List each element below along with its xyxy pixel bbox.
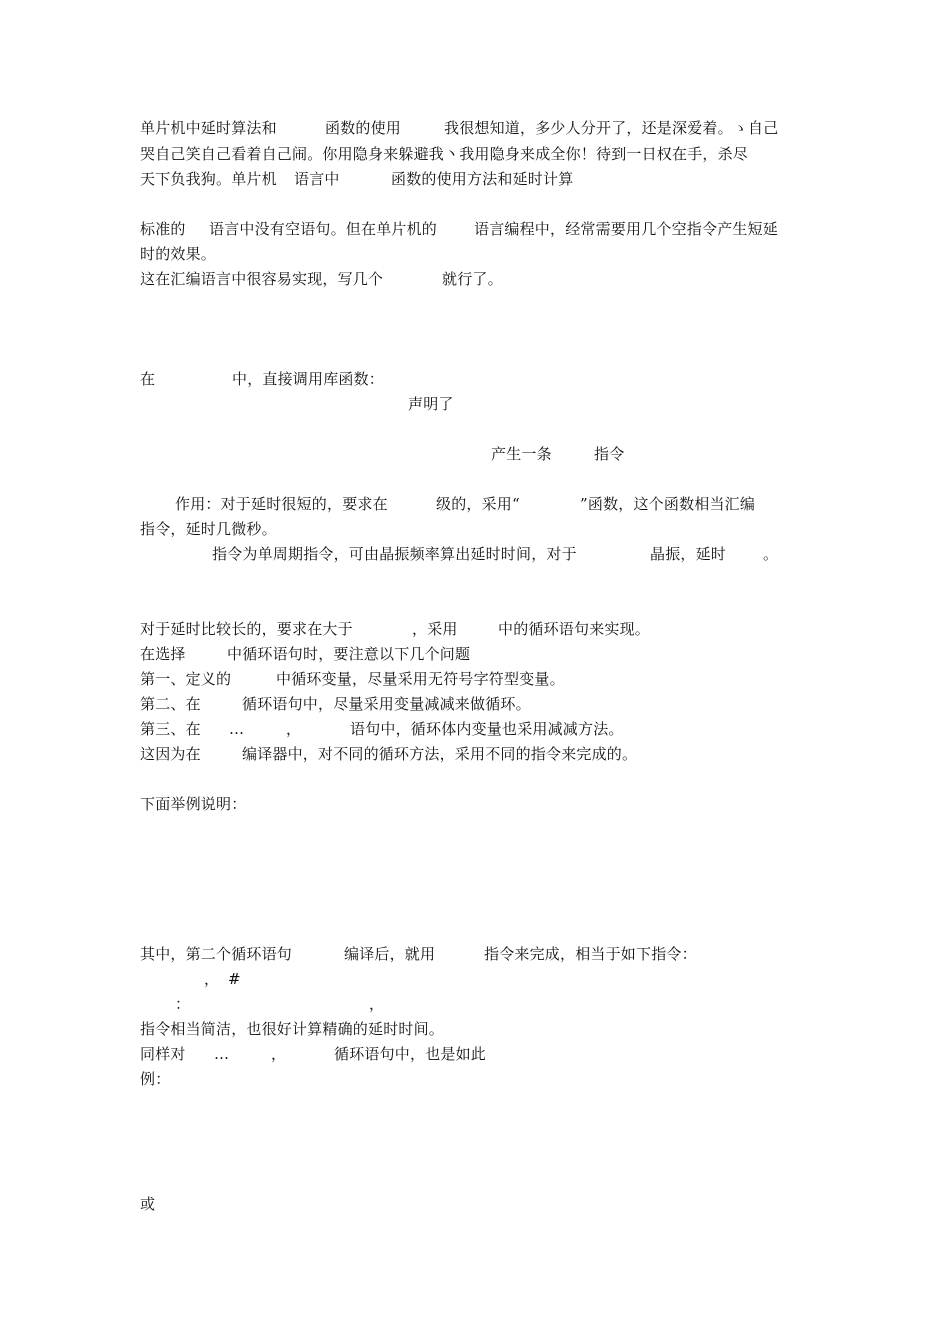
- list-item: 第三、在: [140, 720, 201, 738]
- paragraph-text: 指令来完成，相当于如下指令：: [484, 945, 697, 963]
- paragraph-text: ，采用: [412, 620, 458, 638]
- intro-text: 我很想知道，多少人分开了，还是深爱着。ゝ自己: [444, 119, 779, 137]
- paragraph-text: 编译后，就用: [344, 945, 436, 963]
- title-text: 函数的使用: [325, 119, 402, 137]
- paragraph-text: 这在汇编语言中很容易实现，写几个: [140, 270, 384, 288]
- list-item: ，: [286, 720, 302, 738]
- code-text: ：: [175, 995, 191, 1013]
- paragraph-text: 在: [140, 370, 156, 388]
- code-text: ，: [369, 995, 385, 1013]
- paragraph-text: 晶振，延时: [650, 545, 727, 563]
- paragraph-text: 这因为在: [140, 745, 201, 763]
- paragraph-text: 标准的: [140, 220, 186, 238]
- paragraph-text: ，: [271, 1045, 287, 1063]
- paragraph-text: 指令为单周期指令，可由晶振频率算出延时时间，对于: [212, 545, 577, 563]
- paragraph-text: 语言中没有空语句。但在单片机的: [209, 220, 438, 238]
- paragraph-text: 同样对: [140, 1045, 186, 1063]
- paragraph-text: 语言编程中，经常需要用几个空指令产生短延: [474, 220, 779, 238]
- paragraph-text: 编译器中，对不同的循环方法，采用不同的指令来完成的。: [242, 745, 638, 763]
- paragraph-text: 下面举例说明：: [140, 795, 247, 813]
- intro-text: 天下负我狗。单片机: [140, 170, 277, 188]
- intro-text: 语言中: [294, 170, 340, 188]
- paragraph-text: 例：: [140, 1070, 171, 1088]
- title-text: 单片机中延时算法和: [140, 119, 277, 137]
- paragraph-text: 中，直接调用库函数：: [232, 370, 385, 388]
- list-item: 第一、定义的: [140, 670, 232, 688]
- list-item: 循环语句中，尽量采用变量减减来做循环。: [242, 695, 531, 713]
- list-item: …: [229, 720, 245, 738]
- paragraph-text: 声明了: [408, 395, 454, 413]
- intro-text: 哭自己笑自己看着自己闹。你用隐身来躲避我丶我用隐身来成全你！待到一日权在手，杀尽: [140, 145, 749, 163]
- paragraph-text: 在选择: [140, 645, 186, 663]
- paragraph-text: 。: [763, 545, 779, 563]
- paragraph-text: ”函数，这个函数相当汇编: [580, 495, 756, 513]
- code-text: ，: [204, 970, 220, 988]
- paragraph-text: 循环语句中，也是如此: [334, 1045, 487, 1063]
- paragraph-text: 指令相当简洁，也很好计算精确的延时时间。: [140, 1020, 445, 1038]
- paragraph-text: …: [214, 1045, 230, 1063]
- paragraph-text: 中的循环语句来实现。: [498, 620, 651, 638]
- paragraph-text: 级的，采用“: [436, 495, 520, 513]
- paragraph-text: 指令: [594, 445, 625, 463]
- paragraph-text: 其中，第二个循环语句: [140, 945, 293, 963]
- paragraph-text: 就行了。: [442, 270, 503, 288]
- paragraph-text: 对于延时比较长的，要求在大于: [140, 620, 353, 638]
- paragraph-text: 时的效果。: [140, 245, 217, 263]
- paragraph-text: 中循环语句时，要注意以下几个问题: [227, 645, 471, 663]
- paragraph-text: 产生一条: [491, 445, 552, 463]
- paragraph-text: 指令，延时几微秒。: [140, 520, 277, 538]
- code-text: #: [228, 970, 241, 988]
- paragraph-text: 作用：对于延时很短的，要求在: [175, 495, 388, 513]
- intro-text: 函数的使用方法和延时计算: [391, 170, 574, 188]
- list-item: 第二、在: [140, 695, 201, 713]
- list-item: 语句中，循环体内变量也采用减减方法。: [350, 720, 624, 738]
- list-item: 中循环变量，尽量采用无符号字符型变量。: [276, 670, 565, 688]
- paragraph-text: 或: [140, 1195, 156, 1213]
